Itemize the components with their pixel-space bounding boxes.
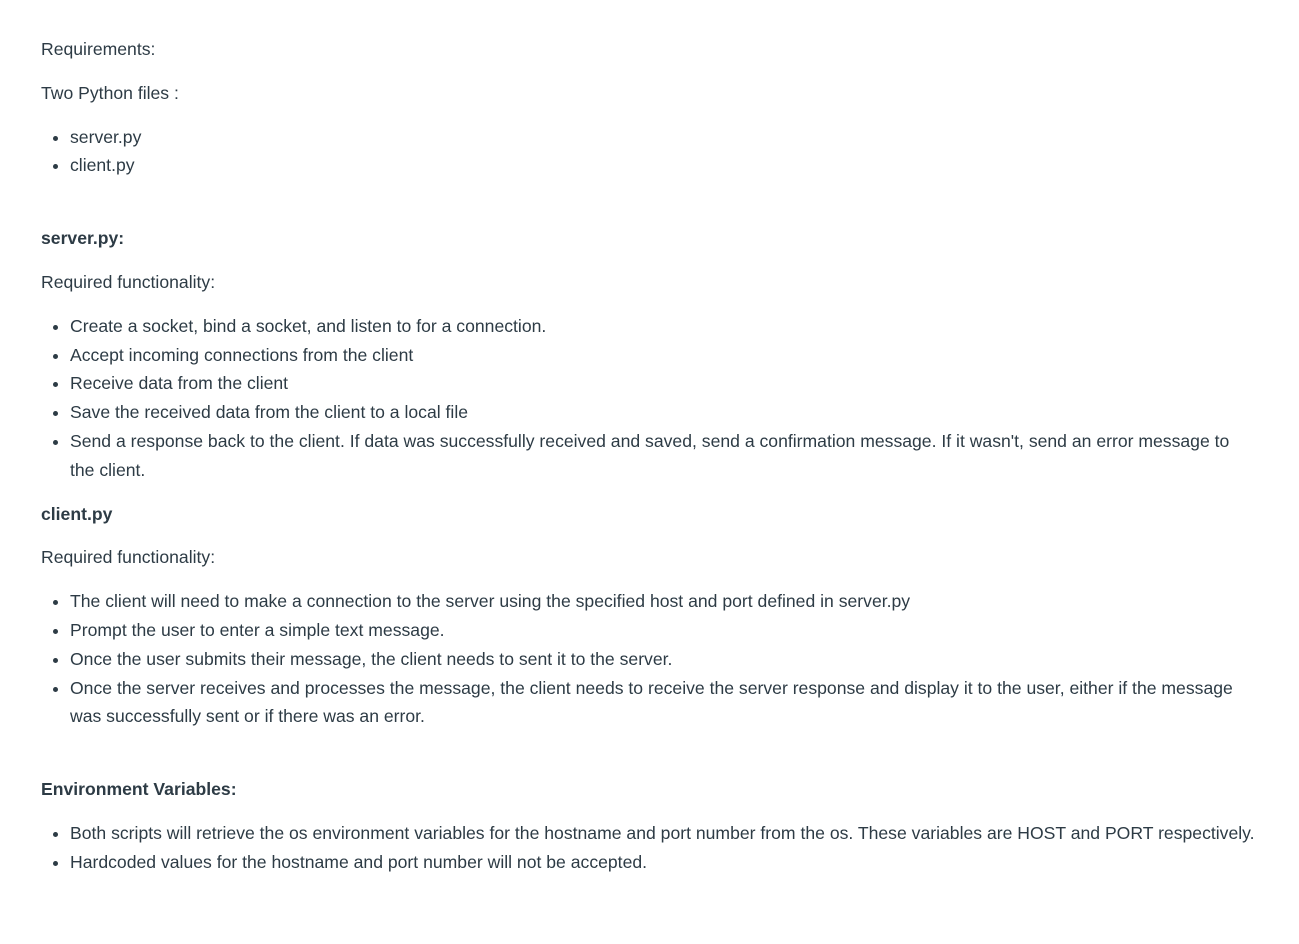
list-item: • Create a socket, bind a socket, and listen to for a connection. — [70, 312, 1258, 341]
files-label: Two Python files : — [41, 82, 179, 103]
server-requirements-list — [41, 312, 1258, 485]
env-heading: Environment Variables: — [41, 779, 237, 800]
list-item: • Accept incoming connections from the client — [70, 341, 1258, 370]
client-requirements-list — [41, 587, 1258, 731]
list-item: • Save the received data from the client to a local file — [70, 398, 1258, 427]
list-item: • Once the user submits their message, the client needs to sent it to the server. — [70, 645, 1258, 674]
list-item: • The client will need to make a connection to the server using the specified host and port defined in server.py — [70, 587, 1258, 616]
list-item: • client.py — [70, 151, 1258, 180]
server-heading: server.py: — [41, 228, 125, 249]
list-item: • Send a response back to the client. If data was successfully received and saved, send a confirmation message. If it wasn't, send an error message to the client. — [70, 427, 1258, 485]
spacer — [41, 195, 1258, 224]
requirements-label: Requirements: — [41, 39, 156, 59]
list-item: • server.py — [70, 123, 1258, 152]
list-item: • Once the server receives and processes the message, the client needs to receive the server response and display it to the user, either if the message was successfully sent or if there was an error. — [70, 674, 1258, 732]
list-item: • Receive data from the client — [70, 369, 1258, 398]
list-item: • Hardcoded values for the hostname and port number will not be accepted. — [70, 848, 1258, 877]
list-item: • Prompt the user to enter a simple text message. — [70, 616, 1258, 645]
spacer — [41, 746, 1258, 775]
client-heading: client.py — [41, 503, 113, 524]
list-item: • Both scripts will retrieve the os environment variables for the hostname and port number from the os. These variables are HOST and PORT respectively. — [70, 819, 1258, 848]
server-functionality-label: Required functionality: — [41, 271, 216, 292]
files-list — [41, 123, 1258, 181]
client-functionality-label: Required functionality: — [41, 547, 216, 568]
env-requirements-list — [41, 819, 1258, 877]
